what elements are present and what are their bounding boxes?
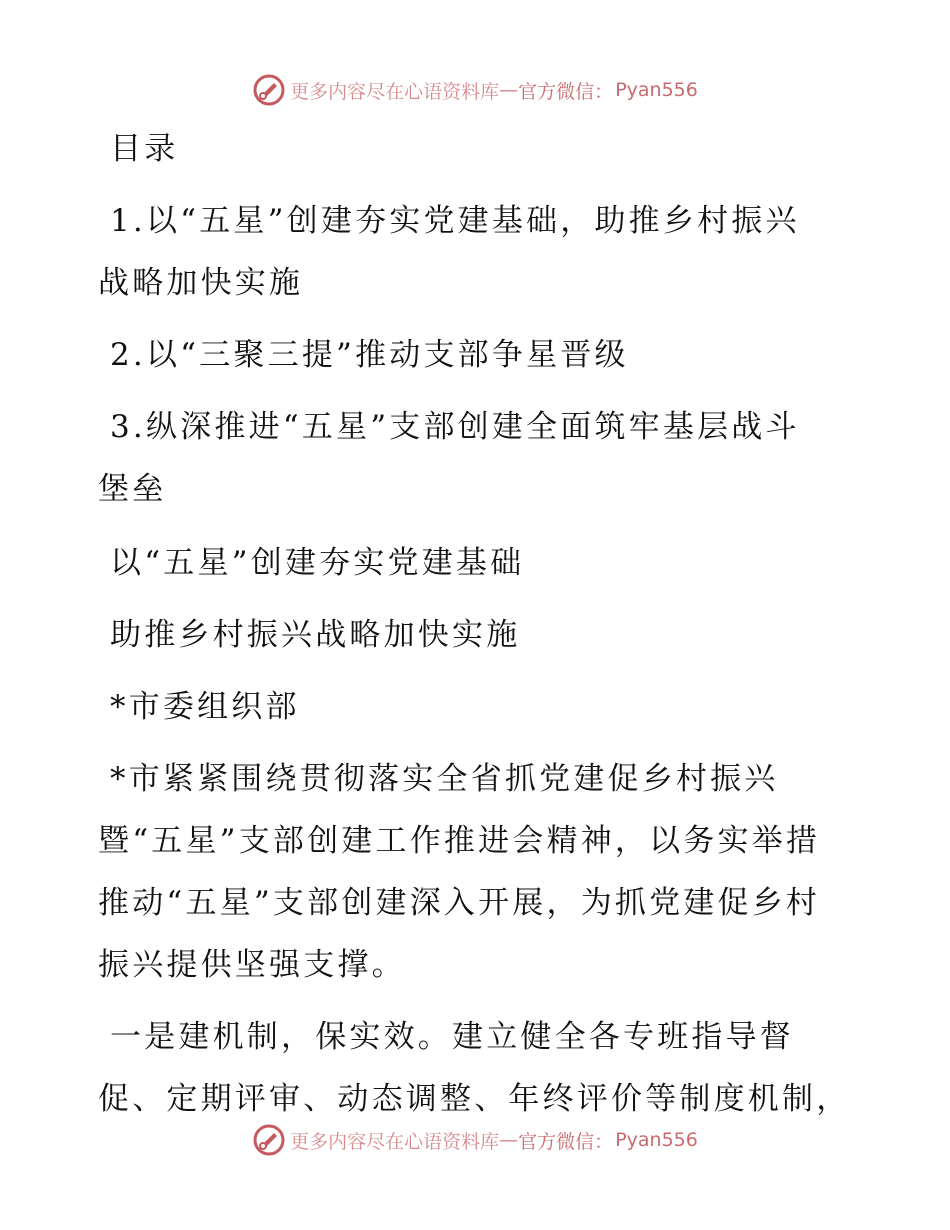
article-title-line-2: 助推乡村振兴战略加快实施 <box>110 617 521 653</box>
watermark-text: 更多内容尽在心语资料库 <box>290 1130 500 1153</box>
watermark-wechat-handle: Pyan556 <box>615 79 698 101</box>
watermark-header <box>0 72 950 108</box>
article-title-line-1: 以“五星”创建夯实党建基础 <box>110 545 525 581</box>
paragraph-1-line-2: 暨“五星”支部创建工作推进会精神，以务实举措 <box>98 823 821 859</box>
watermark-footer <box>0 1122 950 1158</box>
article-author: *市委组织部 <box>110 689 300 725</box>
document-body <box>98 118 858 1130</box>
toc-item-3-line-2: 堡垒 <box>98 471 167 507</box>
paragraph-1-line-3: 推动“五星”支部创建深入开展，为抓党建促乡村 <box>98 885 821 921</box>
watermark-text: 更多内容尽在心语资料库 <box>290 80 500 103</box>
toc-item-2: 2.以“三聚三提”推动支部争星晋级 <box>110 337 629 373</box>
paragraph-1-line-1: *市紧紧围绕贯彻落实全省抓党建促乡村振兴 <box>110 761 779 797</box>
brand-logo-icon <box>252 1123 286 1157</box>
brand-logo-icon <box>252 73 286 107</box>
paragraph-2-line-2: 促、定期评审、动态调整、年终评价等制度机制， <box>98 1081 851 1117</box>
toc-item-3-line-1: 3.纵深推进“五星”支部创建全面筑牢基层战斗 <box>110 409 800 445</box>
paragraph-2-line-1: 一是建机制，保实效。建立健全各专班指导督 <box>110 1019 794 1055</box>
toc-item-1-line-2: 战略加快实施 <box>98 265 304 301</box>
paragraph-1-line-4: 振兴提供坚强支撑。 <box>98 947 406 983</box>
watermark-wechat-label: 官方微信： <box>518 80 614 103</box>
toc-title: 目录 <box>110 131 179 167</box>
watermark-dash: — <box>499 79 519 101</box>
toc-item-1-line-1: 1.以“五星”创建夯实党建基础，助推乡村振兴 <box>110 203 800 239</box>
watermark-dash: — <box>499 1129 519 1151</box>
watermark-wechat-handle: Pyan556 <box>615 1129 698 1151</box>
watermark-wechat-label: 官方微信： <box>518 1130 614 1153</box>
